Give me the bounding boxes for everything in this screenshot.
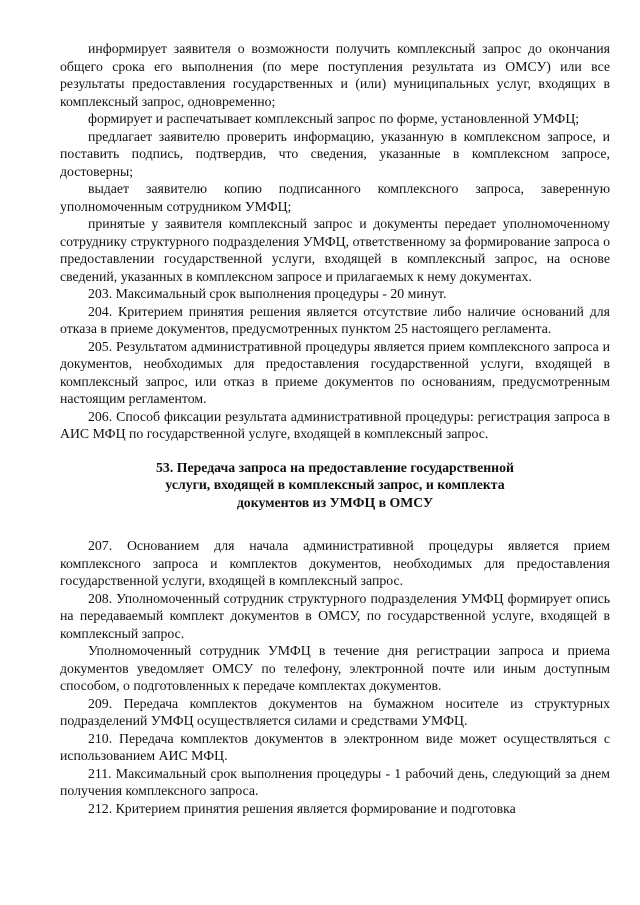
paragraph-transfer: принятые у заявителя комплексный запрос и документы передает уполномоченному сотруднику структурного подразделения УМФЦ, ответственному за формирование запроса о предоставлении государственной услуги, входящей в комплексный запрос, на основе сведений, указанных в комплексном запросе и прилагаемых к нему документах. — [60, 216, 610, 284]
document-page — [60, 40, 610, 817]
paragraph-form-request: формирует и распечатывает комплексный запрос по форме, установленной УМФЦ; — [88, 111, 580, 126]
paragraph-207: 207. Основанием для начала административной процедуры является прием комплексного запроса и комплектов документов, необходимых для предоставления государственной услуги, входящей в комплексный запрос. — [60, 538, 610, 588]
paragraph-204: 204. Критерием принятия решения является отсутствие либо наличие оснований для отказа в приеме документов, предусмотренных пунктом 25 настоящего регламента. — [60, 303, 610, 336]
paragraph-verify: предлагает заявителю проверить информацию, указанную в комплексном запросе, и поставить подпись, подтвердив, что сведения, указанные в комплексном запросе, достоверны; — [60, 128, 610, 179]
heading-line-2: услуги, входящей в комплексный запрос, и комплекта — [165, 477, 505, 492]
paragraph-208: 208. Уполномоченный сотрудник структурного подразделения УМФЦ формирует опись на передаваемый комплект документов в ОМСУ, по государственной услуге, входящей в комплексный запрос. — [60, 590, 610, 641]
paragraph-inform: информирует заявителя о возможности получить комплексный запрос до окончания общего срока его выполнения (по мере поступления результата из ОМСУ) или все результаты предоставления государственных и (или) муниципальных услуг, входящих в комплексный запрос, одновременно; — [60, 41, 610, 109]
paragraph-206: 206. Способ фиксации результата административной процедуры: регистрация запроса в АИС МФЦ по государственной услуге, входящей в комплексный запрос. — [60, 408, 610, 441]
paragraph-209: 209. Передача комплектов документов на бумажном носителе из структурных подразделений УМФЦ осуществляется силами и средствами УМФЦ. — [60, 695, 610, 728]
paragraph-211: 211. Максимальный срок выполнения процедуры - 1 рабочий день, следующий за днем получения комплексного запроса. — [60, 765, 610, 798]
paragraph-notify: Уполномоченный сотрудник УМФЦ в течение дня регистрации запроса и приема документов уведомляет ОМСУ по телефону, электронной почте или иным доступным способом, о подготовленных к передаче комплектах документов. — [60, 643, 610, 693]
heading-line-3: документов из УМФЦ в ОМСУ — [236, 494, 434, 510]
paragraph-212: 212. Критерием принятия решения является формирование и подготовка — [88, 800, 516, 816]
paragraph-issue-copy: выдает заявителю копию подписанного комплексного запроса, заверенную уполномоченным сотрудником УМФЦ; — [60, 181, 610, 214]
paragraph-210: 210. Передача комплектов документов в электронном виде может осуществляться с использованием АИС МФЦ. — [60, 730, 610, 763]
paragraph-205: 205. Результатом административной процедуры является прием комплексного запроса и документов, необходимых для предоставления государственной услуги, входящей в комплексный запрос, или отказ в приеме документов по основаниям, предусмотренным настоящим регламентом. — [60, 338, 610, 406]
paragraph-203: 203. Максимальный срок выполнения процедуры - 20 минут. — [88, 286, 447, 301]
heading-line-1: 53. Передача запроса на предоставление государственной — [156, 459, 514, 475]
section-heading — [100, 459, 570, 512]
